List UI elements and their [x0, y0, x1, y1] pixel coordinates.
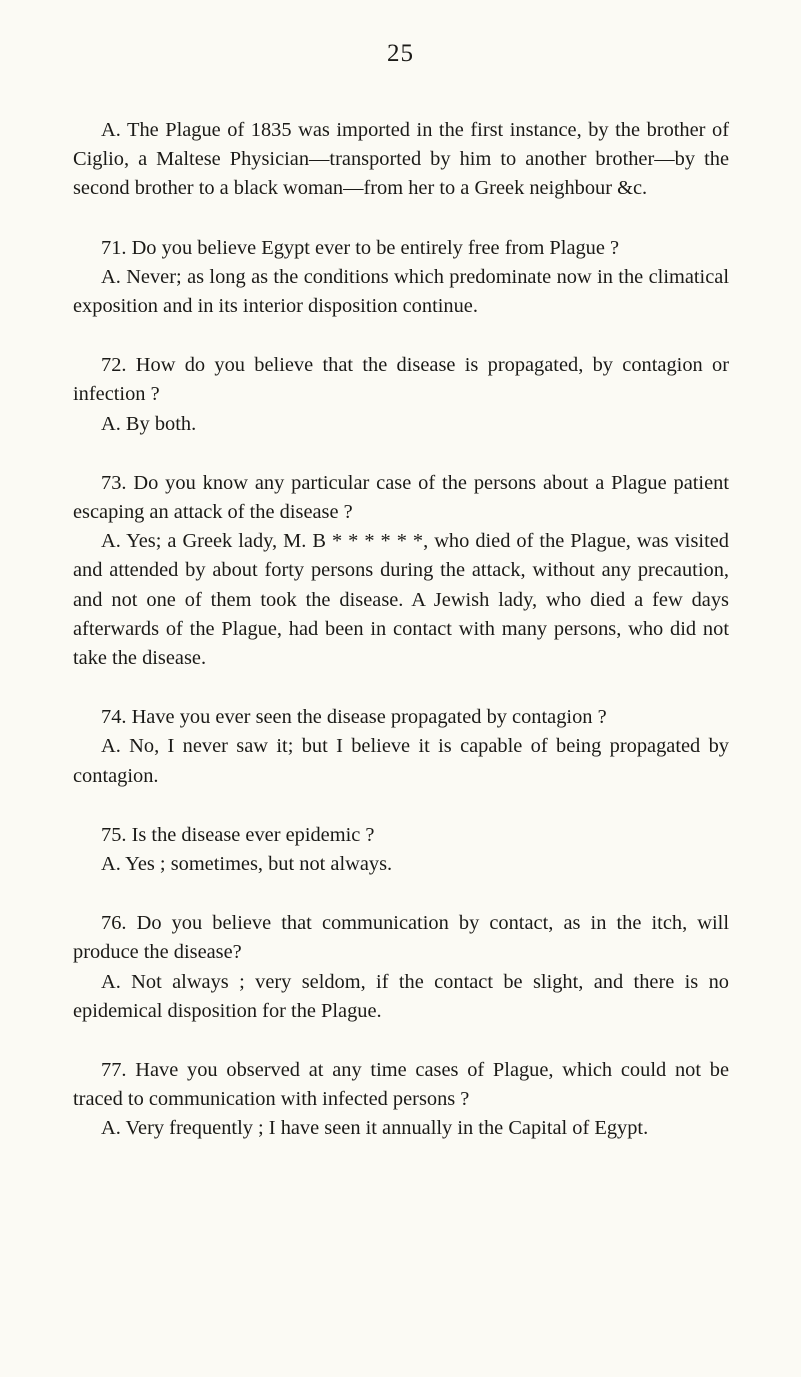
answer-text: A. Yes ; sometimes, but not always. [101, 853, 393, 876]
question-text: 71. Do you believe Egypt ever to be entirely free from Plague ? [101, 236, 620, 259]
section-question-76 [73, 909, 729, 1026]
answer-text: A. Never; as long as the conditions which predominate now in the climatical exposition and in its interior disposition continue. [73, 265, 729, 318]
page-body [73, 116, 729, 1174]
answer-text: A. Not always ; very seldom, if the contact be slight, and there is no epidemical disposition for the Plague. [73, 970, 729, 1022]
section-question-75 [73, 821, 729, 879]
answer-text: A. Very frequently ; I have seen it annually in the Capital of Egypt. [101, 1117, 649, 1140]
section-intro [73, 116, 729, 204]
question-text: 72. How do you believe that the disease is propagated, by contagion or infection ? [73, 354, 729, 406]
question-text: 73. Do you know any particular case of the persons about a Plague patient escaping an attack of the disease ? [73, 471, 729, 524]
section-question-77 [73, 1056, 729, 1144]
answer-text: A. Yes; a Greek lady, M. B * * * * * *, who died of the Plague, was visited and attended by about forty persons during the attack, without any precaution, and not one of them took the disease. A Jewish lady, who died a few days afterwards of the Plague, had been in contact with many persons, who did not take the disease. [73, 530, 729, 670]
question-text: 76. Do you believe that communication by contact, as in the itch, will produce the disease? [73, 912, 729, 964]
section-question-71 [73, 234, 729, 322]
question-text: 75. Is the disease ever epidemic ? [101, 823, 375, 846]
answer-text: A. The Plague of 1835 was imported in the first instance, by the brother of Ciglio, a Maltese Physician—transported by him to another brother—by the second brother to a black woman—from her to a Greek neighbour &c. [73, 119, 729, 200]
section-question-72 [73, 351, 729, 439]
question-text: 77. Have you observed at any time cases of Plague, which could not be traced to communication with infected persons ? [73, 1059, 729, 1111]
answer-text: A. No, I never saw it; but I believe it is capable of being propagated by contagion. [73, 735, 729, 787]
page-number: 25 [387, 40, 414, 67]
section-question-74 [73, 703, 729, 791]
answer-text: A. By both. [101, 412, 197, 435]
section-question-73 [73, 469, 729, 673]
question-text: 74. Have you ever seen the disease propagated by contagion ? [101, 706, 607, 729]
